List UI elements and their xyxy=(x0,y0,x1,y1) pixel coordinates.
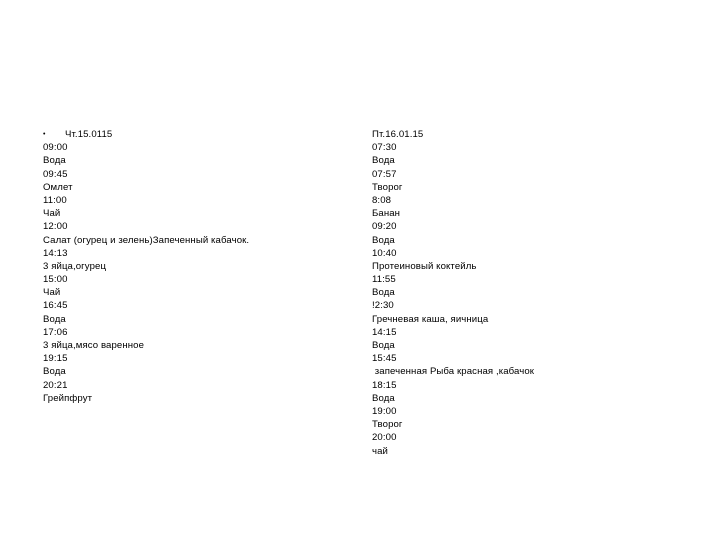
log-line: Вода xyxy=(372,234,395,246)
log-line: 11:55 xyxy=(372,274,396,286)
day-header-friday: Пт.16.01.15 xyxy=(372,129,424,140)
log-line: 10:40 xyxy=(372,247,397,259)
log-line: Вода xyxy=(372,392,395,404)
log-line: 07:30 xyxy=(372,142,397,154)
log-line: 15:00 xyxy=(43,274,68,286)
log-line: Чай xyxy=(43,287,61,299)
log-line: Вода xyxy=(43,155,66,167)
log-line: Творог xyxy=(372,419,403,431)
log-line: 15:45 xyxy=(372,353,397,365)
log-line: 19:15 xyxy=(43,353,68,365)
log-line: запеченная Рыба красная ,кабачок xyxy=(372,366,535,378)
log-line: 12:00 xyxy=(43,221,68,233)
log-line: 8:08 xyxy=(372,194,392,206)
day-date-label: Чт.15.0115 xyxy=(65,129,113,140)
log-line: Вода xyxy=(43,313,66,325)
log-line: Грейпфрут xyxy=(43,392,93,404)
log-line: 14:13 xyxy=(43,247,68,259)
bullet-icon: • xyxy=(43,131,46,138)
log-line: 14:15 xyxy=(372,326,397,338)
log-line: 3 яйца,мясо варенное xyxy=(43,340,145,351)
day-log-thursday xyxy=(43,128,343,405)
log-line: 07:57 xyxy=(372,168,397,180)
log-line: 09:45 xyxy=(43,168,68,180)
log-line: 09:00 xyxy=(43,142,68,154)
log-line: 20:21 xyxy=(43,379,68,391)
log-line: 3 яйца,огурец xyxy=(43,260,107,272)
log-line: 17:06 xyxy=(43,326,68,338)
day-log-friday xyxy=(372,128,672,458)
log-line: Салат (огурец и зелень)Запеченный кабачок. xyxy=(43,234,250,246)
log-line: Чай xyxy=(43,208,61,220)
log-line: Вода xyxy=(372,287,395,299)
log-line: 11:00 xyxy=(43,194,67,206)
log-line: 18:15 xyxy=(372,379,397,391)
day-header-thursday xyxy=(43,128,343,141)
log-line: Творог xyxy=(372,181,403,193)
log-line: Протеиновый коктейль xyxy=(372,260,477,272)
log-line: Омлет xyxy=(43,181,73,193)
log-line: Вода xyxy=(372,155,395,167)
log-line: 19:00 xyxy=(372,405,397,417)
log-line: Банан xyxy=(372,208,401,220)
log-line: 20:00 xyxy=(372,432,397,444)
log-line: 09:20 xyxy=(372,221,397,233)
log-line: 16:45 xyxy=(43,300,68,312)
log-line: Вода xyxy=(43,366,66,378)
log-line: !2:30 xyxy=(372,300,394,312)
log-line: Гречневая каша, яичница xyxy=(372,313,489,325)
log-line: чай xyxy=(372,445,388,457)
log-line: Вода xyxy=(372,340,395,351)
